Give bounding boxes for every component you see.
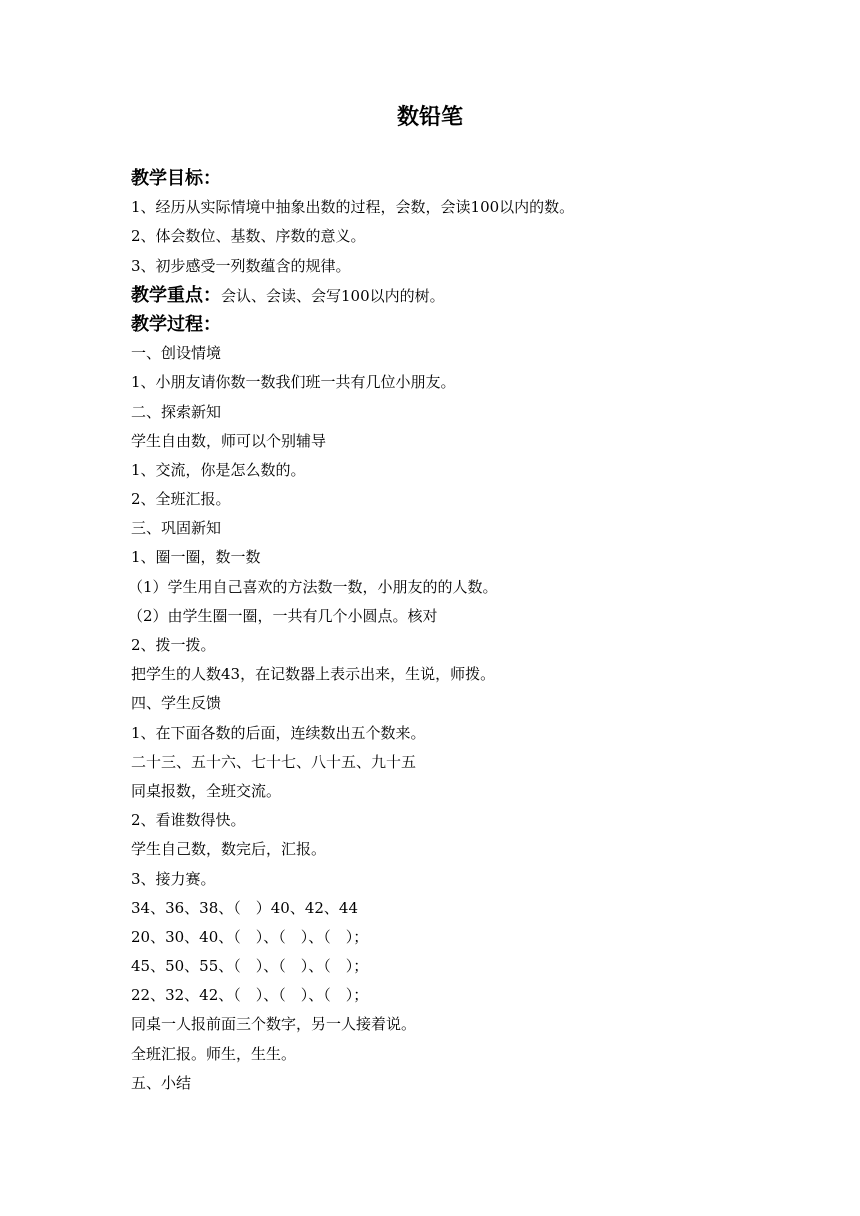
section-heading-intro: 一、创设情境 [131, 344, 222, 363]
process-line: 3、接力赛。 [131, 869, 216, 888]
process-subitem: （1）学生用自己喜欢的方法数一数，小朋友的的人数。 [128, 577, 498, 596]
section-heading-explore: 二、探索新知 [131, 402, 222, 421]
section-heading-feedback: 四、学生反馈 [131, 694, 222, 713]
process-line: 2、全班汇报。 [131, 490, 231, 509]
process-line: 1、小朋友请你数一数我们班一共有几位小朋友。 [131, 373, 456, 392]
process-line: 学生自己数，数完后，汇报。 [131, 840, 327, 859]
process-line: 2、拨一拨。 [131, 636, 216, 654]
process-line: 同桌报数，全班交流。 [131, 781, 282, 800]
section-heading-summary: 五、小结 [131, 1073, 192, 1092]
objective-item: 3、初步感受一列数蕴含的规律。 [131, 256, 351, 275]
key-points-line [131, 281, 771, 310]
process-line: 二十三、五十六、七十七、八十五、九十五 [131, 752, 417, 771]
key-points-text: 会认、会读、会写100以内的树。 [221, 286, 445, 305]
page-title: 数铅笔 [396, 105, 463, 130]
process-line: 同桌一人报前面三个数字，另一人接着说。 [131, 1015, 417, 1034]
exercise-line: 34、36、38、（ ）40、42、44 [131, 898, 359, 917]
key-points-heading: 教学重点： [131, 284, 221, 306]
process-line: 1、在下面各数的后面，连续数出五个数来。 [131, 723, 426, 742]
exercise-line: 22、32、42、（ ）、（ ）、（ ）； [131, 986, 369, 1005]
objective-item: 2、体会数位、基数、序数的意义。 [131, 227, 366, 246]
process-line: 学生自由数，师可以个别辅导 [131, 431, 327, 450]
objective-item: 1、经历从实际情境中抽象出数的过程，会数，会读100以内的数。 [131, 198, 575, 217]
process-line: 1、交流，你是怎么数的。 [131, 460, 306, 479]
exercise-line: 20、30、40、（ ）、（ ）、（ ）； [131, 927, 369, 946]
exercise-line: 45、50、55、（ ）、（ ）、（ ）； [131, 957, 369, 976]
process-line: 1、圈一圈，数一数 [131, 548, 261, 567]
process-line: 把学生的人数43，在记数器上表示出来，生说，师拨。 [131, 665, 496, 684]
objectives-heading: 教学目标： [131, 168, 221, 189]
document-body [128, 164, 771, 1098]
process-heading: 教学过程： [131, 313, 221, 335]
process-subitem: （2）由学生圈一圈，一共有几个小圆点。核对 [128, 606, 438, 625]
section-heading-consolidate: 三、巩固新知 [131, 519, 222, 538]
process-line: 2、看谁数得快。 [131, 811, 246, 830]
process-line: 全班汇报。师生，生生。 [131, 1044, 297, 1063]
